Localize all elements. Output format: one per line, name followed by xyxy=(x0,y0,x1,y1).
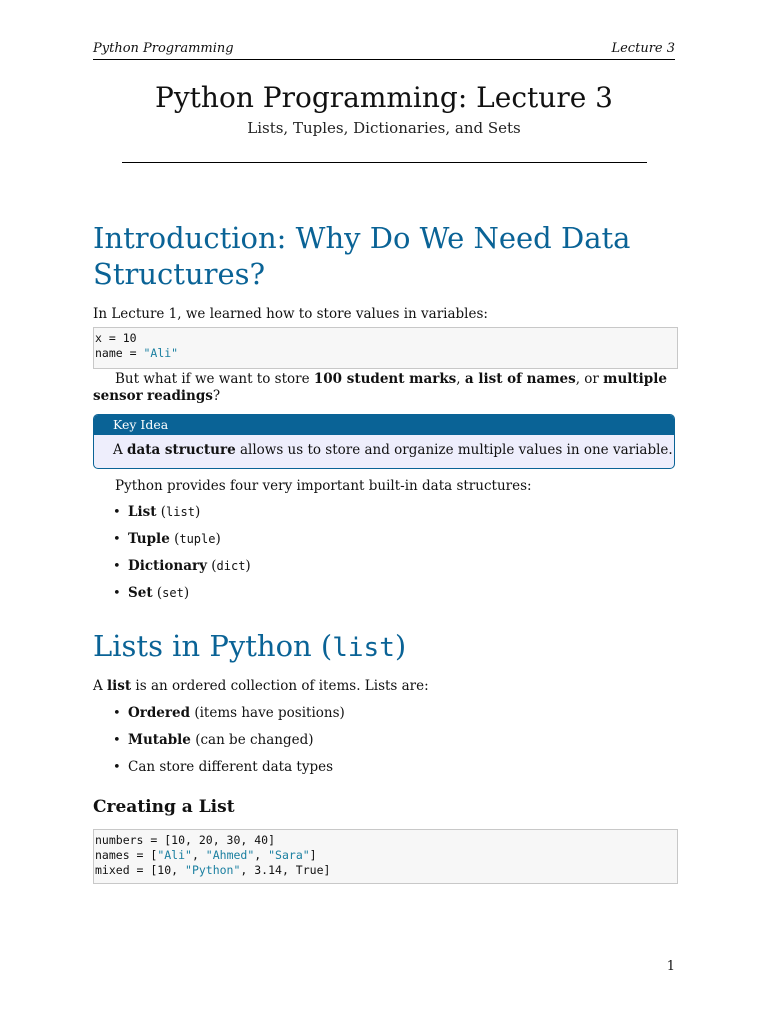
list-item: • Tuple (tuple) xyxy=(113,531,221,547)
lists-heading xyxy=(93,628,406,666)
list-item xyxy=(93,705,345,722)
item-code: set xyxy=(162,586,184,600)
code-text: , xyxy=(191,848,206,862)
heading-code: list xyxy=(332,633,395,663)
bold-text: 100 student marks xyxy=(313,371,457,387)
list-item xyxy=(93,732,345,749)
intro-heading-line2: Structures? xyxy=(93,257,266,291)
bullet-icon: • xyxy=(113,532,121,547)
code-text: , xyxy=(254,848,269,862)
code-string: "Ahmed" xyxy=(205,848,255,862)
creating-list-heading: Creating a List xyxy=(93,797,235,817)
bullet-icon: • xyxy=(113,733,121,748)
list-properties xyxy=(93,705,345,776)
item-name: Set xyxy=(128,585,153,601)
bullet-icon: • xyxy=(113,559,121,574)
intro-paragraph-1: In Lecture 1, we learned how to store values in variables: xyxy=(93,306,488,322)
code-text: names = [ xyxy=(95,848,158,862)
text: ? xyxy=(212,388,221,404)
list-item xyxy=(93,759,345,776)
text: Can store different data types xyxy=(128,759,334,775)
bold-text: multiple sensor xyxy=(93,371,667,404)
key-idea-box xyxy=(93,414,675,469)
bullet-icon: • xyxy=(113,706,121,721)
page-subtitle: Lists, Tuples, Dictionaries, and Sets xyxy=(247,119,521,137)
bold-text: a list of names xyxy=(464,371,576,387)
header-left: Python Programming xyxy=(93,41,234,56)
code-line xyxy=(94,331,677,346)
code-text: ] xyxy=(309,848,317,862)
bold-text: data structure xyxy=(127,442,236,458)
header-right: Lecture 3 xyxy=(611,41,675,56)
item-name: Tuple xyxy=(128,531,170,547)
code-text: x = 10 xyxy=(95,331,137,345)
bold-text: readings xyxy=(147,388,213,404)
heading-text: ) xyxy=(394,629,407,663)
text: A xyxy=(113,442,128,458)
intro-paragraph-3: Python provides four very important built-in data structures: xyxy=(115,478,532,494)
text: (items have positions) xyxy=(190,705,345,721)
code-string: "Ali" xyxy=(157,848,192,862)
code-line xyxy=(94,346,677,361)
list-item: • Dictionary (dict) xyxy=(113,558,251,574)
text: is an ordered collection of items. Lists are: xyxy=(131,678,429,694)
data-structures-list xyxy=(93,504,251,602)
code-line xyxy=(94,863,677,878)
running-header xyxy=(93,41,675,60)
list-item: • Set (set) xyxy=(113,585,190,601)
code-string: "Sara" xyxy=(268,848,310,862)
item-code: tuple xyxy=(179,532,216,546)
title-rule xyxy=(122,162,647,163)
code-text: name = xyxy=(95,346,144,360)
intro-paragraph-2 xyxy=(93,371,675,405)
code-text: , 3.14, True] xyxy=(240,863,331,877)
code-text: mixed = [10, xyxy=(95,863,186,877)
item-code: dict xyxy=(216,559,246,573)
page-number: 1 xyxy=(666,959,675,974)
code-line xyxy=(94,848,677,863)
text: , xyxy=(456,371,465,387)
bold-text: Mutable xyxy=(128,732,191,748)
item-code: list xyxy=(166,505,195,519)
text: , or xyxy=(575,371,604,387)
key-idea-body xyxy=(94,435,674,458)
text: A xyxy=(93,678,108,694)
code-line xyxy=(94,833,677,848)
item-name: List xyxy=(128,504,157,520)
page-title: Python Programming: Lecture 3 xyxy=(155,81,613,114)
bold-text: Ordered xyxy=(128,705,191,721)
code-string: "Python" xyxy=(185,863,241,877)
text: (can be changed) xyxy=(190,732,314,748)
key-idea-title: Key Idea xyxy=(94,415,674,435)
code-string: "Ali" xyxy=(143,346,179,360)
code-text: numbers = [10, 20, 30, 40] xyxy=(95,833,276,847)
text: But what if we want to store xyxy=(115,371,314,387)
list-item: • List (list) xyxy=(113,504,201,520)
heading-text: Lists in Python ( xyxy=(93,629,333,663)
bullet-icon: • xyxy=(113,505,121,520)
bullet-icon: • xyxy=(113,760,121,775)
item-name: Dictionary xyxy=(128,558,207,574)
code-block-create-list xyxy=(93,829,678,884)
code-block-variables xyxy=(93,327,678,369)
lists-paragraph xyxy=(93,678,675,695)
intro-heading xyxy=(93,220,630,292)
bullet-icon: • xyxy=(113,586,121,601)
text: allows us to store and organize multiple values in one variable. xyxy=(235,442,673,458)
bold-text: list xyxy=(107,678,132,694)
intro-heading-line1: Introduction: Why Do We Need Data xyxy=(93,221,631,255)
